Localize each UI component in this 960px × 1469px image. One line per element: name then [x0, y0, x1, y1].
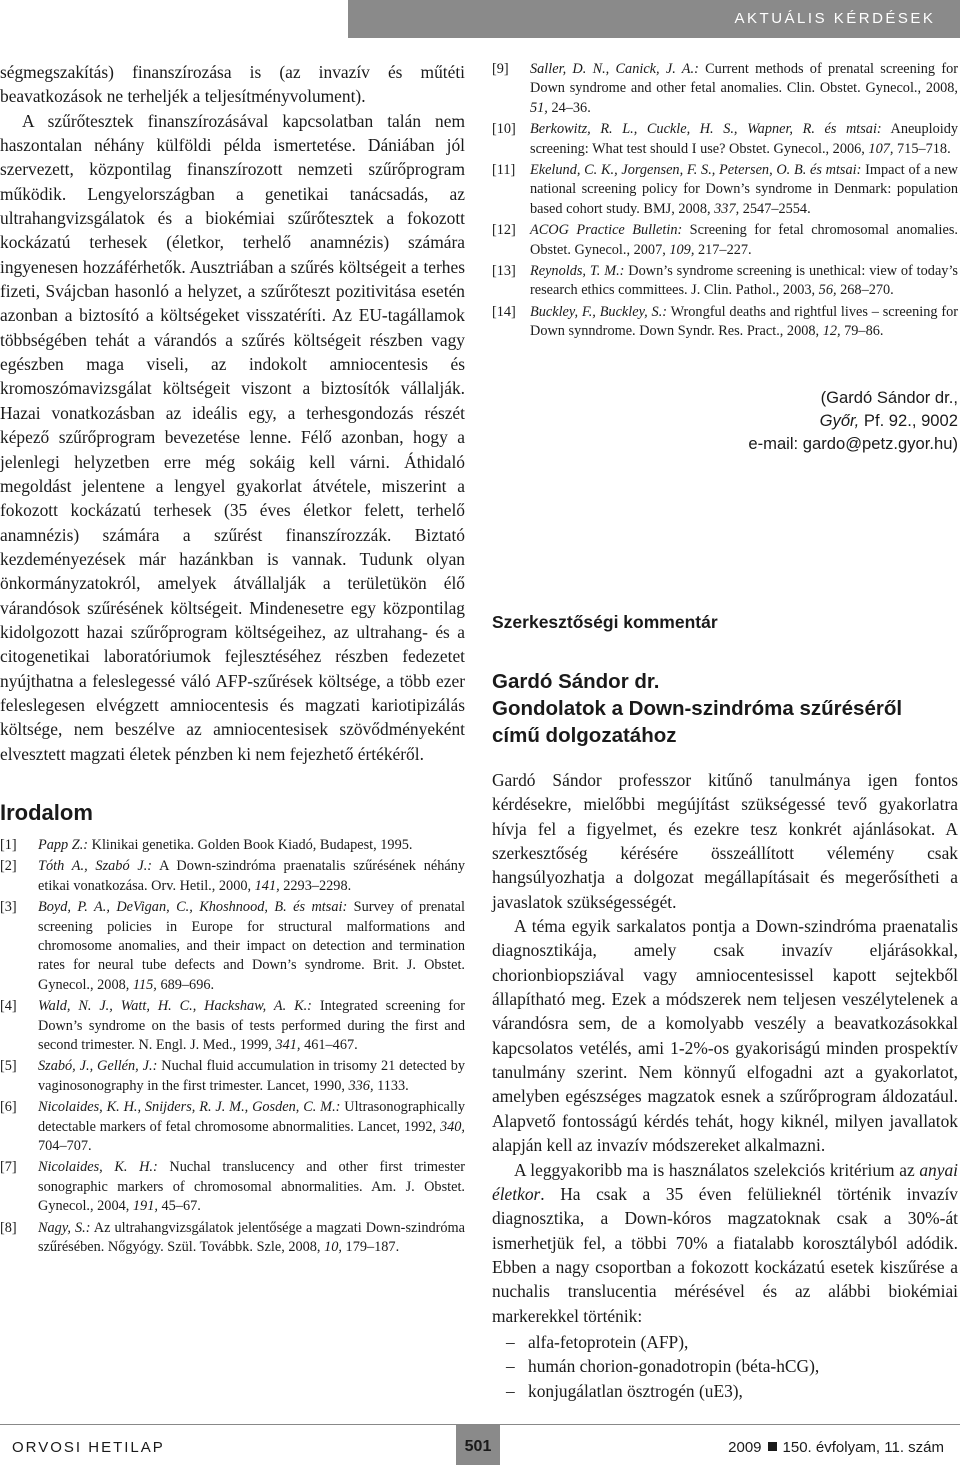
- list-item-text: alfa-fetoprotein (AFP),: [528, 1331, 689, 1352]
- reference-text: Az ultrahangvizsgálatok jelentősége a magzati Down-szindróma szűrésében. Nőgyógy. Szül. Továbbk. Szle, 2008,: [38, 1219, 466, 1256]
- reference-item: [0, 1158, 465, 1216]
- reference-volume: 107,: [868, 140, 894, 157]
- reference-pages: 1133.: [373, 1077, 409, 1094]
- reference-authors: Berkowitz, R. L., Cuckle, H. S., Wapner, R. és mtsai:: [530, 121, 882, 138]
- paragraph-text: . Ha csak a 35 éven felülieknél történik invazív diagnosztika, a Down-kóros magzatoknak csak a 30%-át ismerhetjük fel, a többi 70% a fiatalabb korosztályból adódik. Ebben a nagy csoportban a fokozott kockázatú esetek kiszűrése a nuchalis translucentia mérésével és az alábbi biokémiai markerekkel történik:: [492, 1183, 958, 1326]
- reference-number: [4]: [0, 998, 17, 1015]
- editorial-paragraph: Gardó Sándor professzor kitűnő tanulmánya igen fontos kérdésekre, mielőbbi megújítást szükségessé tevő gyakorlatra hívja fel a figyelmet, és ezekre tesz konkrét ajánlásokat. A szerkesztőség kérésére összeállított vélemény csak hangsúlyozhatja a dolgozat megállapításait és megerősítheti a javaslatok szükségességét.: [492, 770, 958, 912]
- reference-item: [0, 997, 465, 1055]
- reference-item: [0, 898, 465, 995]
- reference-number: [7]: [0, 1159, 17, 1176]
- square-bullet-icon: [768, 1442, 777, 1451]
- reference-text: Nuchal fluid accumulation in trisomy 21 detected by vaginosonography in the first trimester. Lancet, 1990,: [38, 1058, 466, 1094]
- reference-volume: 141,: [254, 877, 280, 894]
- author-name: (Gardó Sándor dr.,: [820, 387, 958, 407]
- reference-text: Klinikai genetika. Golden Book Kiadó, Budapest, 1995.: [88, 836, 413, 853]
- reference-text: Current methods of prenatal screening for Down syndrome and other fetal anomalies. Clin. Obstet. Gynecol., 2008,: [530, 61, 958, 97]
- reference-pages: 179–187.: [341, 1239, 400, 1256]
- editorial-title: [492, 668, 902, 749]
- reference-pages: 715–718.: [893, 140, 951, 157]
- reference-volume: 337,: [714, 200, 740, 217]
- reference-volume: 341,: [275, 1037, 301, 1054]
- reference-item: [0, 1098, 465, 1156]
- reference-authors: Nicolaides, K. H., Snijders, R. J. M., Gosden, C. M.:: [38, 1099, 341, 1116]
- emphasis: anyai életkor: [492, 1159, 958, 1204]
- reference-list: [0, 836, 465, 1258]
- reference-text: A Down-szindróma praenatalis szűrésének néhány etikai vonatkozása. Orv. Hetil., 2000,: [38, 858, 465, 894]
- title-line: című dolgozatához: [492, 724, 677, 747]
- reference-authors: Buckley, F., Buckley, S.:: [530, 303, 668, 320]
- reference-text: Ultrasonographically detectable markers of fetal chromosome abnormalities. Lancet, 1992,: [38, 1099, 465, 1135]
- reference-volume: 115,: [132, 976, 157, 993]
- reference-text: Screening for fetal chromosomal anomalies. Obstet. Gynecol., 2007,: [530, 222, 958, 258]
- reference-authors: Ekelund, C. K., Jorgensen, F. S., Petersen, O. B. és mtsai:: [530, 162, 862, 179]
- reference-authors: Reynolds, T. M.:: [530, 263, 625, 280]
- editorial-label: Szerkesztőségi kommentár: [492, 612, 718, 632]
- reference-pages: 704–707.: [38, 1138, 92, 1155]
- list-item-text: konjugálatlan ösztrogén (uE3),: [528, 1380, 743, 1401]
- list-item: – konjugálatlan ösztrogén (uE3),: [506, 1380, 743, 1401]
- body-paragraph: [0, 109, 465, 766]
- title-line: Gardó Sándor dr.: [492, 670, 660, 693]
- reference-authors: Wald, N. J., Watt, H. C., Hackshaw, A. K.:: [38, 998, 312, 1015]
- reference-authors: Nagy, S.:: [38, 1219, 91, 1236]
- reference-authors: Szabó, J., Gellén, J.:: [38, 1058, 158, 1075]
- list-item-text: humán chorion-gonadotropin (béta-hCG),: [528, 1356, 820, 1377]
- author-city: Győr,: [819, 410, 860, 430]
- reference-authors: Boyd, P. A., DeVigan, C., Khoshnood, B. és mtsai:: [38, 899, 348, 916]
- issue-volume: 150. évfolyam, 11. szám: [782, 1439, 944, 1456]
- left-column: [0, 60, 465, 1260]
- reference-authors: Tóth A., Szabó J.:: [38, 858, 153, 875]
- reference-item: [0, 836, 465, 855]
- reference-number: [5]: [0, 1058, 17, 1075]
- reference-number: [6]: [0, 1099, 17, 1116]
- paragraph-text: A szűrőtesztek finanszírozásával kapcsolatban talán nem haszontalan néhány külföldi példa ismertetése. Dániában jól szervezett, központilag finanszírozott nemzeti szűrőprogram működik. Lengyelországban a genetikai tanácsadás, az ultrahangvizsgálatok és a biokémiai szűrőtesztek a fokozott kockázatú terhesek (életkor, terhelő anamnézis) számára ingyenesen hozzáférhetők. Ausztriában a szűrés költségeit a terhes fizeti, Svájcban hasonló a helyzet, a szűrőteszt pozitivitása esetén azonban a biztosító a költségeket visszatéríti. Az EU-tagállamok többségében tehát a várandós a szűrés költségeit részben vagy egészben maga viseli, az indokolt amniocentesis és kromoszómavizsgálat költségeit viszont a biztosítók vállalják. Hazai vonatkozásban az ideális egy, a terhesgondozás részét képező szűrőprogram bevezetése lenne. Félő azonban, hogy a jelenlegi helyzetben erre még sokáig kell várni. Áthidaló megoldást jelentene a lengyel gyakorlat átvétele, miszerint a fokozott kockázatú terhesek (35 éves életkor felett, terhelő anamnézis) számára a szűrést finanszírozzák. Biztató kezdeményezések már hazánkban is vannak. Tudunk olyan önkormányzatokról, amelyek átvállalják a területükön élő várandósok szűrésének költségeit. Mindenesetre egy központilag kidolgozott hazai szűrőprogram költségeihez, az ultrahang- és a citogenetikai laboratóriumok fejlesztéséhez részben fedezetet nyújthatna a feleslegessé váló AFP-szűrések költsége, a több ezer feleslegesen elvégzett amniocentesis és magzati kariotipizálás költsége, nem beszélve az amniocentesisek szövődményeként elvesztett magzati életek pénzben ki nem fejezhető értékéről.: [0, 110, 465, 764]
- list-item: – alfa-fetoprotein (AFP),: [506, 1331, 689, 1352]
- paragraph-text: A téma egyik sarkalatos pontja a Down-szindróma praenatalis diagnosztikája, amely csak invazív eljárásokkal, chorionbiopsziával vagy amniocentesissel kapott sejtekből állapítható meg. Ezek a módszerek nem teljesen veszélytelenek a várandósra sem, de a komolyabb veszély a beavatkozásokkal kapcsolatos vetélés, ami 1-2%-os gyakoriságú minden prospektív tanulmány szerint. Nem könnyű elfogadni azt a gyakorlatot, amelyben egészséges magzatok esnek a szűrőprogram áldozatául. Alapvető fontosságú kérdés tehát, hogy kiknél, milyen javallatok alapján kell az invazív módszereket alkalmazni.: [492, 916, 958, 1156]
- reference-number: [1]: [0, 836, 17, 853]
- reference-authors: Saller, D. N., Canick, J. A.:: [530, 61, 699, 77]
- reference-volume: 12,: [822, 323, 841, 340]
- reference-pages: 268–270.: [836, 282, 894, 299]
- marker-list: [492, 1330, 958, 1403]
- references-heading: Irodalom: [0, 799, 93, 825]
- reference-volume: 10,: [324, 1239, 342, 1256]
- reference-pages: 2293–2298.: [279, 877, 352, 894]
- reference-volume: 56,: [818, 282, 837, 299]
- reference-authors: Papp Z.:: [38, 836, 89, 853]
- reference-pages: 2547–2554.: [739, 200, 811, 217]
- reference-volume: 340,: [439, 1118, 465, 1135]
- reference-item: [0, 1057, 465, 1096]
- author-email[interactable]: e-mail: gardo@petz.gyor.hu): [748, 433, 958, 453]
- reference-number: [12]: [492, 222, 516, 239]
- reference-volume: 336,: [348, 1077, 374, 1094]
- reference-pages: 79–86.: [840, 323, 884, 340]
- reference-text: Down’s syndrome screening is unethical: view of today’s research ethics committees. J. Clin. Pathol., 2003,: [530, 263, 958, 299]
- reference-volume: 191,: [132, 1198, 158, 1215]
- reference-number: [11]: [492, 162, 516, 179]
- reference-authors: ACOG Practice Bulletin:: [530, 222, 683, 239]
- reference-item: [0, 857, 465, 896]
- section-label: AKTUÁLIS KÉRDÉSEK: [734, 10, 936, 27]
- reference-item: [0, 1219, 465, 1258]
- reference-volume: 51,: [530, 99, 548, 116]
- journal-name: ORVOSI HETILAP: [12, 1439, 165, 1456]
- issue-info: [728, 1439, 944, 1456]
- reference-pages: 217–227.: [694, 241, 752, 258]
- list-item: – humán chorion-gonadotropin (béta-hCG),: [506, 1356, 820, 1377]
- reference-authors: Nicolaides, K. H.:: [38, 1159, 158, 1176]
- reference-text: Aneuploidy screening: What test should I use? Obstet. Gynecol., 2006,: [530, 121, 958, 157]
- reference-number: [8]: [0, 1219, 17, 1236]
- reference-text: Wrongful deaths and rightful lives – screening for Down synndrome. Down Syndr. Res. Pract., 2008,: [530, 303, 958, 340]
- reference-number: [9]: [492, 61, 509, 77]
- page-footer: [0, 1424, 960, 1465]
- issue-year: 2009: [728, 1439, 762, 1456]
- paragraph-text: A leggyakoribb ma is használatos szelekciós kritérium az: [514, 1159, 920, 1180]
- reference-pages: 24–36.: [547, 99, 591, 116]
- editorial-paragraph: [492, 914, 958, 1157]
- reference-pages: 689–696.: [156, 976, 215, 993]
- reference-number: [10]: [492, 121, 516, 138]
- editorial-body: [492, 768, 958, 1403]
- reference-volume: 109,: [669, 241, 695, 258]
- page-number: 501: [456, 1425, 500, 1465]
- reference-text: Integrated screening for Down’s syndrome on the basis of tests performed during the first and second trimester. N. Engl. J. Med., 1999,: [38, 998, 465, 1054]
- reference-pages: 45–67.: [157, 1198, 201, 1215]
- reference-text: Nuchal translucency and other first trimester sonographic markers of chromosomal abnormalities. Am. J. Obstet. Gynecol., 2004,: [38, 1159, 465, 1215]
- page-header: [0, 0, 960, 38]
- reference-text: Survey of prenatal screening policies in Europe for structural malformations and chromosome anomalies, and their impact on detection and termination rates for neural tube defects and Down’s syndrome. Brit. J. Obstet. Gynecol., 2008,: [38, 899, 465, 993]
- reference-number: [3]: [0, 899, 17, 916]
- author-pobox: Pf. 92., 9002: [859, 410, 958, 430]
- reference-number: [14]: [492, 303, 516, 320]
- reference-pages: 461–467.: [300, 1037, 358, 1054]
- reference-number: [2]: [0, 858, 17, 875]
- body-paragraph: ségmegszakítás) finanszírozása is (az invazív és műtéti beavatkozások ne terheljék a teljesítményvolument).: [0, 62, 465, 107]
- editorial-paragraph: [492, 1158, 958, 1328]
- reference-text: Impact of a new national screening policy for Down’s syndrome in Denmark: population based cohort study. BMJ, 2008,: [530, 162, 958, 217]
- title-line: Gondolatok a Down-szindróma szűréséről: [492, 697, 903, 720]
- reference-number: [13]: [492, 263, 516, 280]
- editorial-block: [492, 60, 958, 1420]
